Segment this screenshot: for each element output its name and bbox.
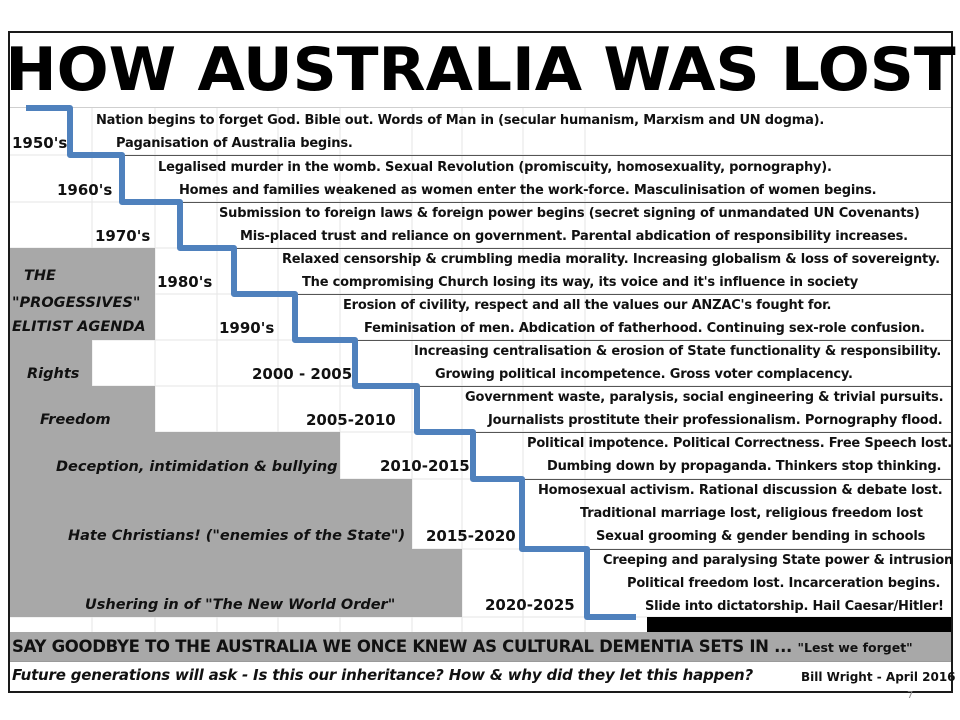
era-1980s-line-1: Relaxed censorship & crumbling media morality. Increasing globalism & loss of sovereignty.	[282, 252, 940, 267]
author-credit: Bill Wright - April 2016	[801, 670, 956, 684]
era-1960s-line-1: Legalised murder in the womb. Sexual Revolution (promiscuity, homosexuality, pornography).	[158, 160, 832, 175]
era-1990s-line-1: Erosion of civility, respect and all the values our ANZAC's fought for.	[343, 298, 832, 313]
era-1980s-line-2: The compromising Church losing its way, its voice and it's influence in society	[302, 275, 859, 290]
era-1990s-line-2: Feminisation of men. Abdication of fatherhood. Continuing sex-role confusion.	[364, 321, 925, 336]
era-2020-line-1: Creeping and paralysing State power & intrusion	[603, 553, 954, 568]
era-2015-line-3: Sexual grooming & gender bending in schools	[596, 529, 926, 544]
future-generations-question: Future generations will ask - Is this our inheritance? How & why did they let this happen?	[12, 666, 754, 684]
era-2010-line-2: Dumbing down by propaganda. Thinkers stop thinking.	[547, 459, 942, 474]
lest-we-forget-text: "Lest we forget"	[797, 640, 913, 655]
agenda-item-freedom: Freedom	[40, 412, 111, 428]
footer-divider	[10, 661, 951, 662]
agenda-heading-line-2: "PROGESSIVES"	[12, 295, 141, 311]
era-2000-line-1: Increasing centralisation & erosion of State functionality & responsibility.	[414, 344, 942, 359]
era-1950s-line-1: Nation begins to forget God. Bible out. Words of Man in (secular humanism, Marxism and UN dogma).	[96, 113, 825, 128]
agenda-item-hate-christians: Hate Christians! ("enemies of the State")	[68, 528, 406, 544]
agenda-heading-line-1: THE	[24, 268, 56, 284]
era-2005-line-1: Government waste, paralysis, social engineering & trivial pursuits.	[465, 390, 944, 405]
era-2000-line-2: Growing political incompetence. Gross voter complacency.	[435, 367, 853, 382]
goodbye-text: SAY GOODBYE TO THE AUSTRALIA WE ONCE KNEW AS CULTURAL DEMENTIA SETS IN ...	[12, 637, 793, 656]
era-label-2015-2020: 2015-2020	[426, 527, 516, 545]
era-2015-line-2: Traditional marriage lost, religious freedom lost	[580, 506, 923, 521]
poster-frame	[8, 31, 953, 693]
goodbye-banner	[12, 637, 913, 656]
era-label-1970s: 1970's	[95, 227, 151, 245]
era-2015-line-1: Homosexual activism. Rational discussion & debate lost.	[538, 483, 943, 498]
agenda-item-new-world-order: Ushering in of "The New World Order"	[85, 597, 396, 613]
era-label-2010-2015: 2010-2015	[380, 457, 470, 475]
era-label-1990s: 1990's	[219, 319, 275, 337]
era-label-1980s: 1980's	[157, 273, 213, 291]
era-label-2000-2005: 2000 - 2005	[252, 365, 353, 383]
era-1970s-line-2: Mis-placed trust and reliance on government. Parental abdication of responsibility increases.	[240, 229, 908, 244]
agenda-item-deception: Deception, intimidation & bullying	[56, 459, 338, 475]
era-label-1960s: 1960's	[57, 181, 113, 199]
era-label-1950s: 1950's	[12, 134, 68, 152]
era-label-2005-2010: 2005-2010	[306, 411, 396, 429]
agenda-item-rights: Rights	[27, 366, 80, 382]
era-2005-line-2: Journalists prostitute their professionalism. Pornography flood.	[488, 413, 943, 428]
era-1950s-line-2: Paganisation of Australia begins.	[116, 136, 353, 151]
poster-title: HOW AUSTRALIA WAS LOST	[5, 35, 956, 105]
era-2020-line-3: Slide into dictatorship. Hail Caesar/Hitler!	[645, 599, 944, 614]
era-2020-line-2: Political freedom lost. Incarceration begins.	[627, 576, 941, 591]
era-1960s-line-2: Homes and families weakened as women enter the work-force. Masculinisation of women begins.	[179, 183, 877, 198]
era-label-2020-2025: 2020-2025	[485, 596, 575, 614]
era-1970s-line-1: Submission to foreign laws & foreign power begins (secret signing of unmandated UN Covenants)	[219, 206, 920, 221]
era-2010-line-1: Political impotence. Political Correctness. Free Speech lost.	[527, 436, 953, 451]
agenda-heading-line-3: ELITIST AGENDA	[12, 319, 146, 335]
page-number: 7	[907, 690, 914, 701]
